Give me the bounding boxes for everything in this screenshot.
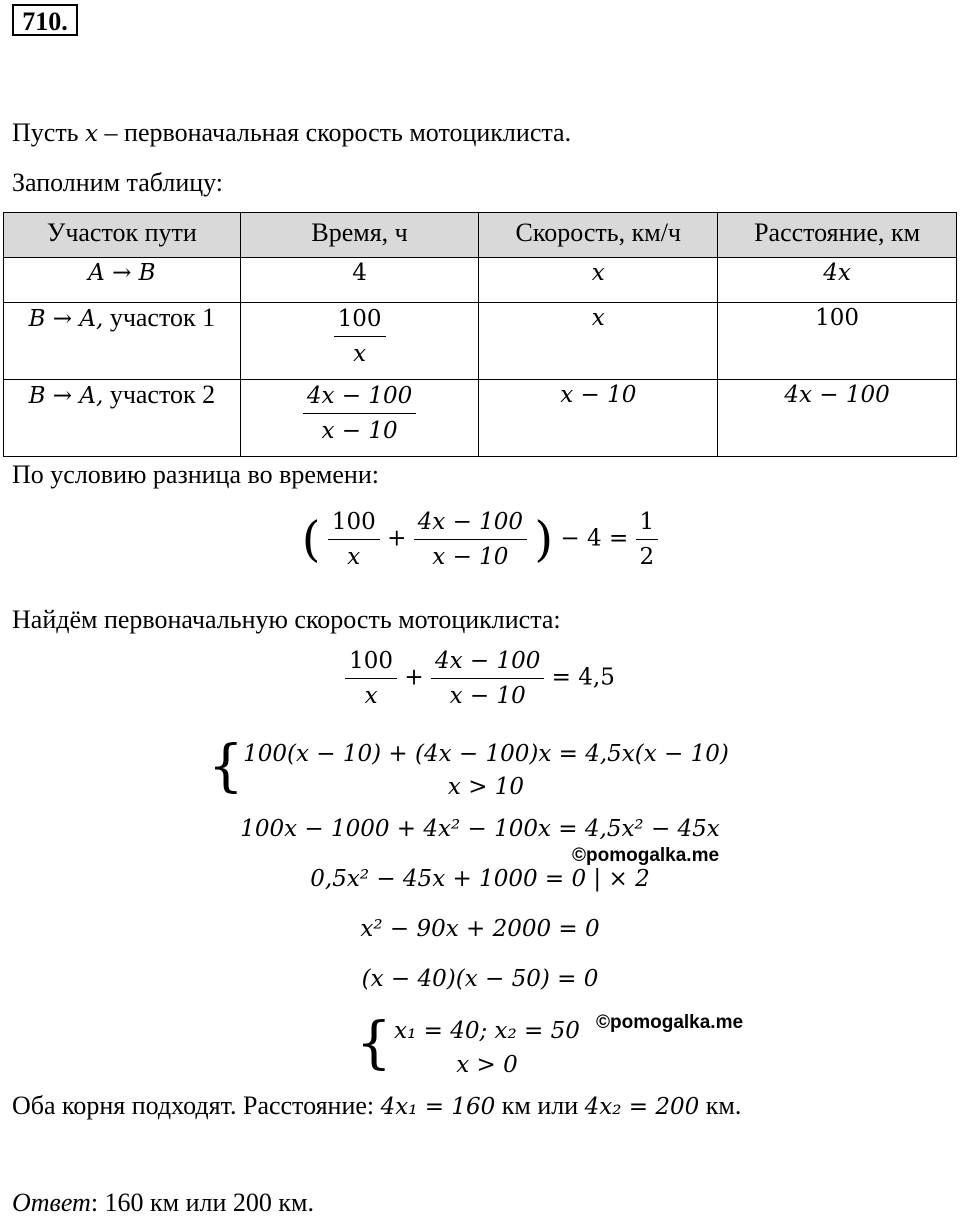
eq2-fraction-1	[345, 647, 397, 710]
answer-label: Ответ	[12, 1188, 91, 1217]
watermark-2: ©pomogalka.me	[596, 1012, 744, 1033]
plus-sign: +	[404, 664, 424, 691]
eq1-fraction-2	[414, 508, 527, 571]
row2-segment-text: участок 1	[109, 303, 216, 332]
paren-open: (	[301, 511, 321, 568]
system-1-line-2: x > 10	[447, 774, 525, 800]
row3-segment	[4, 380, 241, 457]
fill-table-text: Заполним таблицу:	[12, 168, 224, 197]
fraction-denominator: x	[364, 683, 378, 709]
conclusion-math-1: 4x₁ = 160	[380, 1094, 496, 1120]
conclusion-end: км.	[705, 1091, 742, 1120]
row3-time	[240, 380, 479, 457]
intro-rest: – первоначальная скорость мотоциклиста.	[104, 118, 572, 147]
row2-segment	[4, 303, 241, 380]
header-time: Время, ч	[240, 213, 479, 258]
eq2-tail: = 4,5	[551, 664, 615, 691]
table-row	[4, 258, 957, 303]
fraction-numerator: 100	[345, 647, 397, 679]
eq2-fraction-2	[431, 647, 544, 710]
problem-number: 710.	[12, 4, 78, 36]
row2-time	[240, 303, 479, 380]
fraction-denominator: 2	[639, 544, 655, 570]
system-2-line-2: x > 0	[456, 1052, 518, 1078]
fraction-numerator: 4x − 100	[414, 508, 527, 540]
conclusion-km: км	[501, 1091, 531, 1120]
header-segment: Участок пути	[4, 213, 241, 258]
conclusion-text: Оба корня подходят. Расстояние:	[12, 1091, 375, 1120]
conclusion-math-2: 4x₂ = 200	[584, 1094, 700, 1120]
fraction-denominator: x	[347, 544, 361, 570]
intro-line	[12, 118, 571, 149]
fraction-denominator: x − 10	[432, 544, 509, 570]
solution-table	[3, 212, 957, 457]
row2-time-fraction	[334, 305, 386, 368]
fraction-numerator: 100	[328, 508, 380, 540]
equation-4: 0,5x² − 45x + 1000 = 0 | × 2	[310, 866, 650, 892]
table-row	[4, 380, 957, 457]
row2-speed: x	[479, 303, 718, 380]
equation-1	[0, 508, 960, 571]
system-2-line-1: x₁ = 40; x₂ = 50	[394, 1018, 580, 1044]
paren-close: )	[534, 511, 554, 568]
row3-speed: x − 10	[479, 380, 718, 457]
equation-5: x² − 90x + 2000 = 0	[360, 916, 600, 942]
find-text: Найдём первоначальную скорость мотоциклиста:	[12, 605, 561, 634]
watermark-1: ©pomogalka.me	[572, 845, 720, 866]
system-2-brace: {	[356, 1011, 392, 1076]
eq1-fraction-1	[328, 508, 380, 571]
fraction-numerator: 100	[334, 305, 386, 337]
table-row	[4, 303, 957, 380]
fraction-denominator: x − 10	[449, 683, 526, 709]
system-2	[372, 1014, 602, 1082]
row1-speed: x	[479, 258, 718, 303]
fraction-denominator: x − 10	[321, 418, 398, 444]
row1-time: 4	[240, 258, 479, 303]
row2-segment-math: B → A,	[28, 306, 104, 332]
intro-variable: x	[85, 121, 99, 147]
row3-distance: 4x − 100	[718, 380, 957, 457]
row3-segment-text: участок 2	[109, 380, 216, 409]
equation-3: 100x − 1000 + 4x² − 100x = 4,5x² − 45x	[240, 816, 720, 842]
header-distance: Расстояние, км	[718, 213, 957, 258]
equation-6: (x − 40)(x − 50) = 0	[361, 966, 599, 992]
row1-distance: 4x	[718, 258, 957, 303]
header-speed: Скорость, км/ч	[479, 213, 718, 258]
system-1-brace: {	[208, 734, 244, 799]
eq1-rhs-fraction	[636, 508, 659, 571]
fraction-numerator: 1	[636, 508, 659, 540]
equation-2	[0, 647, 960, 710]
eq1-tail: − 4 =	[560, 525, 629, 552]
row3-segment-math: B → A,	[28, 383, 104, 409]
condition-text: По условию разница во времени:	[12, 460, 379, 489]
system-1-line-1: 100(x − 10) + (4x − 100)x = 4,5x(x − 10)	[243, 741, 729, 767]
system-1	[226, 738, 746, 804]
answer-text: : 160 км или 200 км.	[90, 1188, 315, 1217]
conclusion-line	[12, 1091, 741, 1122]
intro-lead: Пусть	[12, 118, 79, 147]
fraction-denominator: x	[353, 341, 367, 367]
row2-distance: 100	[718, 303, 957, 380]
fraction-numerator: 4x − 100	[303, 382, 416, 414]
row1-segment: A → B	[4, 258, 241, 303]
plus-sign: +	[387, 525, 407, 552]
conclusion-or: или	[537, 1091, 579, 1120]
table-header-row	[4, 213, 957, 258]
fraction-numerator: 4x − 100	[431, 647, 544, 679]
row3-time-fraction	[303, 382, 416, 445]
